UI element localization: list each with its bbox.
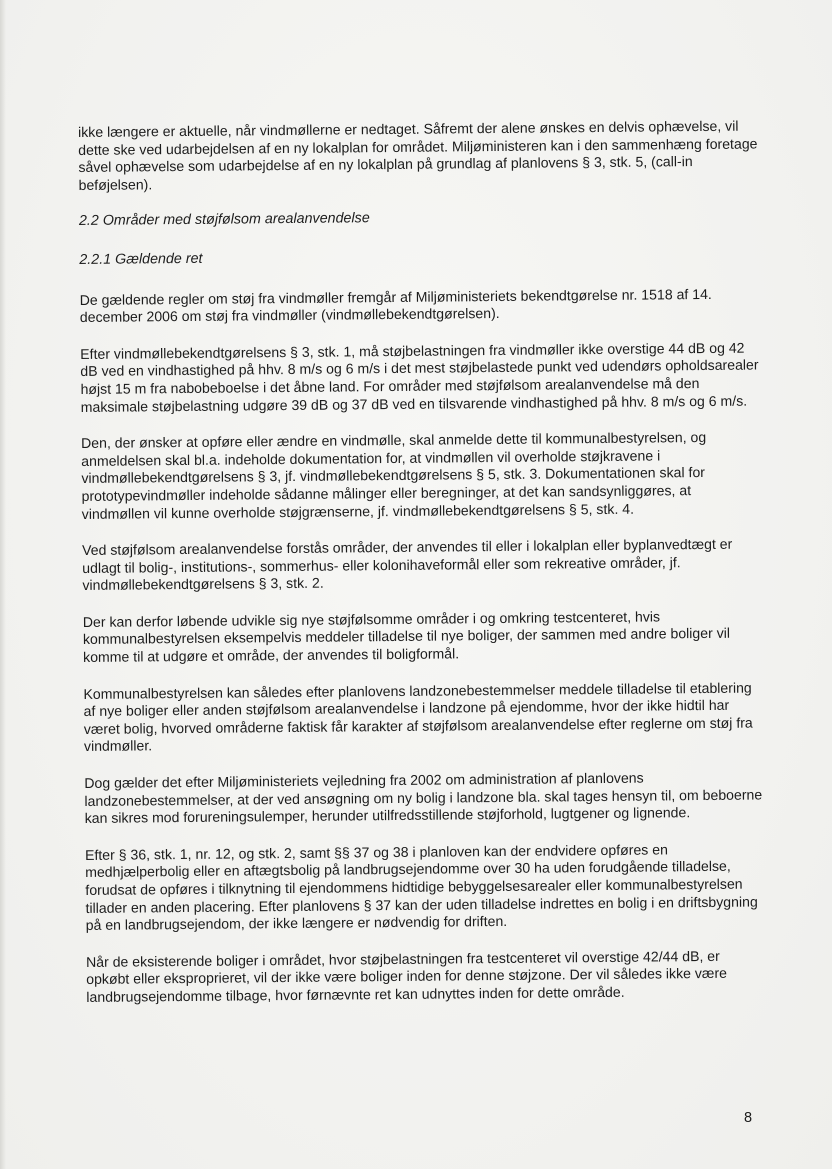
paragraph-paragraf-3: Efter vindmøllebekendtgørelsens § 3, stk. 1, må støjbelastningen fra vindmøller ikke overstige 44 dB og 42 dB ved en vindhastighed på hhv. 8 m/s og 6 m/s i det mest støjbelastede punkt ved udendørs opholdsarealer højst 15 m fra nabobeboelse i det åbne land. For områder med støjfølsom arealanvendelse må den maksimale støjbelastning udgøre 39 dB og 37 dB ved en tilsvarende vindhastighed på hhv. 8 m/s og 6 m/s. [80,339,759,415]
paragraph-eksisterende-boliger: Når de eksisterende boliger i området, hvor støjbelastningen fra testcenteret vil overstige 42/44 dB, er opkøbt eller eksproprieret, vil der ikke være boliger inden for denne støjzone. Der vil således ikke være landbrugsejendomme tilbage, hvor førnævnte ret kan udnyttes inden for dette område. [85,947,728,1005]
scan-edge-shadow [0,0,6,1169]
page-number: 8 [744,1110,753,1126]
section-heading: 2.2 Områder med støjfølsom arealanvendelse [78,210,370,230]
paragraph-medhjaelperbolig: Efter § 36, stk. 1, nr. 12, og stk. 2, samt §§ 37 og 38 i planloven kan der endvidere opføres en medhjælperbolig eller en aftægtsbolig på landbrugsejendomme over 30 ha uden forudgående tilladelse, forudsat de opføres i tilknytning til ejendommens hidtidige bebyggelsesarealer eller kommunalbestyrelsen tillader en anden placering. Efter planlovens § 37 kan der uden tilladelse indrettes en bolig i en driftsbygning på en landbrugsejendom, der ikke længere er nødvendig for driften. [84,841,758,934]
paragraph-anmeldelse: Den, der ønsker at opføre eller ændre en vindmølle, skal anmelde dette til kommunalbestyrelsen, og anmeldelsen skal bl.a. indeholde dokumentation for, at vindmøllen vil overholde støjkravene i vindmøllebekendtgørelsens § 3, jf. vindmøllebekendtgørelsens § 5, stk. 3. Dokumentationen skal for prototypevindmøller indeholde sådanne målinger eller beregninger, at det kan sandsynliggøres, at vindmøllen vil kunne overholde støjgrænserne, jf. vindmøllebekendtgørelsens § 5, stk. 4. [80,429,707,522]
paragraph-aktuelle: ikke længere er aktuelle, når vindmøllerne er nedtaget. Såfremt der alene ønskes en delvis ophævelse, vil dette ske ved udarbejdelsen af en ny lokalplan for området. Miljøministeren kan i den sammenhæng foretage såvel ophævelse som udarbejdelse af en ny lokalplan på grundlag af planlovens § 3, stk. 5, (call-in beføjelsen). [78,117,758,193]
paragraph-definition: Ved støjfølsom arealanvendelse forstås områder, der anvendes til eller i lokalplan eller byplanvedtægt er udlagt til bolig-, institutions-, sommerhus- eller kolonihaveformål eller som rekreative områder, jf. vindmøllebekendtgørelsens § 3, stk. 2. [82,535,733,594]
paragraph-landzone-tilladelse: Kommunalbestyrelsen kan således efter planlovens landzonebestemmelser meddele tilladelse til etablering af nye boliger eller anden støjfølsom arealanvendelse i landzone på ejendomme, hvor der ikke hidtil har været bolig, hvorved områderne faktisk får karakter af støjfølsom arealanvendelse efter reglerne om støj fra vindmøller. [83,679,753,755]
paragraph-vejledning: Dog gælder det efter Miljøministeriets vejledning fra 2002 om administration af planlovens landzonebestemmelser, at der ved ansøgning om ny bolig i landzone bla. skal tages hensyn til, om beboerne kan sikres mod forureningsulemper, herunder utilfredsstillende støjforhold, lugtgener og lignende. [84,769,763,827]
document-body [78,117,767,1025]
paragraph-gaeldende-regler: De gældende regler om støj fra vindmøller fremgår af Miljøministeriets bekendtgørelse nr. 1518 af 14. december 2006 om støj fra vindmøller (vindmøllebekendtgørelsen). [79,285,712,326]
paragraph-nye-omraader: Der kan derfor løbende udvikle sig nye støjfølsomme områder i og omkring testcenteret, hvis kommunalbestyrelsen eksempelvis meddeler tilladelse til nye boliger, der sammen med andre boliger vil komme til at udgøre et område, der anvendes til boligformål. [82,608,731,666]
subsection-heading: 2.2.1 Gældende ret [79,250,203,268]
